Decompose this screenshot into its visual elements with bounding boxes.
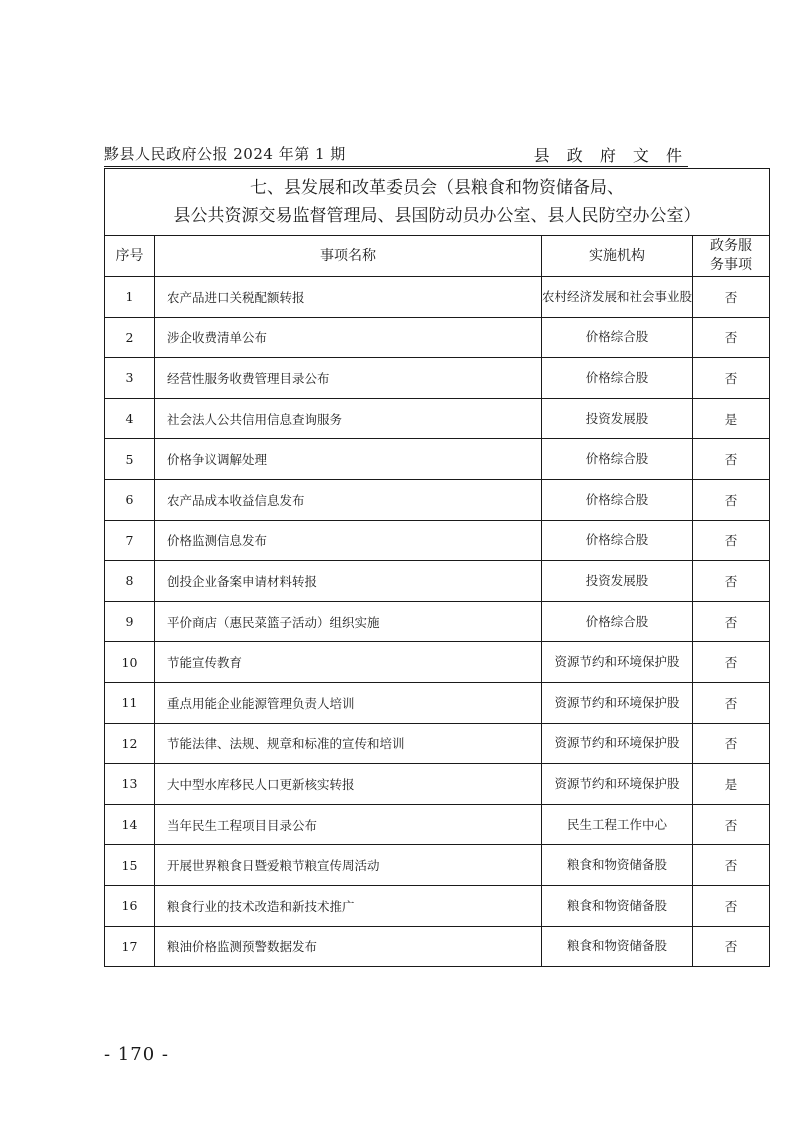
- row-implementing-agency: 农村经济发展和社会事业股: [542, 277, 693, 318]
- row-gov-service-flag: 否: [693, 926, 770, 967]
- row-item-name: 节能宣传教育: [155, 642, 542, 683]
- row-gov-service-flag: 否: [693, 804, 770, 845]
- row-gov-service-flag: 否: [693, 642, 770, 683]
- column-header-gov-service: [693, 236, 770, 277]
- row-implementing-agency: 粮食和物资储备股: [542, 885, 693, 926]
- row-implementing-agency: 价格综合股: [542, 317, 693, 358]
- row-item-name: 重点用能企业能源管理负责人培训: [155, 682, 542, 723]
- table-row: [105, 439, 770, 480]
- row-implementing-agency: 粮食和物资储备股: [542, 845, 693, 886]
- row-item-name: 粮油价格监测预警数据发布: [155, 926, 542, 967]
- row-gov-service-flag: 否: [693, 317, 770, 358]
- row-number: 8: [105, 561, 155, 602]
- row-number: 17: [105, 926, 155, 967]
- row-number: 14: [105, 804, 155, 845]
- table-row: [105, 317, 770, 358]
- row-item-name: 社会法人公共信用信息查询服务: [155, 398, 542, 439]
- row-implementing-agency: 价格综合股: [542, 601, 693, 642]
- row-gov-service-flag: 否: [693, 845, 770, 886]
- row-item-name: 价格监测信息发布: [155, 520, 542, 561]
- row-implementing-agency: 价格综合股: [542, 439, 693, 480]
- table-row: [105, 561, 770, 602]
- gazette-issue-title: 黟县人民政府公报 2024 年第 1 期: [104, 145, 346, 163]
- table-row: [105, 520, 770, 561]
- table-row: [105, 479, 770, 520]
- column-header-gov-service-line-1: 政务服: [710, 238, 752, 254]
- row-item-name: 涉企收费清单公布: [155, 317, 542, 358]
- row-gov-service-flag: 否: [693, 723, 770, 764]
- header-rule: [104, 166, 688, 167]
- row-number: 5: [105, 439, 155, 480]
- row-number: 9: [105, 601, 155, 642]
- row-implementing-agency: 资源节约和环境保护股: [542, 642, 693, 683]
- row-number: 13: [105, 764, 155, 805]
- table-title: [105, 169, 770, 236]
- row-item-name: 价格争议调解处理: [155, 439, 542, 480]
- row-implementing-agency: 价格综合股: [542, 358, 693, 399]
- row-gov-service-flag: 否: [693, 358, 770, 399]
- row-implementing-agency: 民生工程工作中心: [542, 804, 693, 845]
- row-implementing-agency: 资源节约和环境保护股: [542, 682, 693, 723]
- column-header-implementing-agency: 实施机构: [542, 236, 693, 277]
- row-item-name: 大中型水库移民人口更新核实转报: [155, 764, 542, 805]
- table-body: [105, 277, 770, 967]
- row-number: 2: [105, 317, 155, 358]
- row-number: 11: [105, 682, 155, 723]
- table-title-line-2: 县公共资源交易监督管理局、县国防动员办公室、县人民防空办公室）: [173, 206, 701, 226]
- row-gov-service-flag: 否: [693, 439, 770, 480]
- row-number: 7: [105, 520, 155, 561]
- row-gov-service-flag: 是: [693, 764, 770, 805]
- row-gov-service-flag: 否: [693, 682, 770, 723]
- row-item-name: 创投企业备案申请材料转报: [155, 561, 542, 602]
- table-row: [105, 804, 770, 845]
- row-implementing-agency: 资源节约和环境保护股: [542, 764, 693, 805]
- row-gov-service-flag: 是: [693, 398, 770, 439]
- row-number: 4: [105, 398, 155, 439]
- page-number: - 170 -: [104, 1044, 169, 1065]
- row-item-name: 节能法律、法规、规章和标准的宣传和培训: [155, 723, 542, 764]
- row-gov-service-flag: 否: [693, 561, 770, 602]
- table-row: [105, 358, 770, 399]
- table-row: [105, 642, 770, 683]
- table-row: [105, 723, 770, 764]
- row-number: 15: [105, 845, 155, 886]
- row-number: 16: [105, 885, 155, 926]
- running-header: [104, 140, 688, 166]
- table-title-line-1: 七、县发展和改革委员会（县粮食和物资储备局、: [250, 178, 624, 198]
- row-gov-service-flag: 否: [693, 479, 770, 520]
- row-number: 3: [105, 358, 155, 399]
- row-item-name: 经营性服务收费管理目录公布: [155, 358, 542, 399]
- row-implementing-agency: 价格综合股: [542, 520, 693, 561]
- row-item-name: 农产品成本收益信息发布: [155, 479, 542, 520]
- row-number: 1: [105, 277, 155, 318]
- row-item-name: 开展世界粮食日暨爱粮节粮宣传周活动: [155, 845, 542, 886]
- table-row: [105, 845, 770, 886]
- row-gov-service-flag: 否: [693, 277, 770, 318]
- row-implementing-agency: 粮食和物资储备股: [542, 926, 693, 967]
- row-implementing-agency: 投资发展股: [542, 398, 693, 439]
- table-row: [105, 926, 770, 967]
- table-row: [105, 398, 770, 439]
- row-gov-service-flag: 否: [693, 885, 770, 926]
- row-item-name: 当年民生工程项目目录公布: [155, 804, 542, 845]
- column-header-number: 序号: [105, 236, 155, 277]
- row-item-name: 平价商店（惠民菜篮子活动）组织实施: [155, 601, 542, 642]
- row-item-name: 粮食行业的技术改造和新技术推广: [155, 885, 542, 926]
- row-implementing-agency: 投资发展股: [542, 561, 693, 602]
- table-row: [105, 764, 770, 805]
- row-number: 12: [105, 723, 155, 764]
- service-items-table: [104, 168, 770, 967]
- row-implementing-agency: 价格综合股: [542, 479, 693, 520]
- column-header-gov-service-line-2: 务事项: [710, 257, 752, 273]
- row-item-name: 农产品进口关税配额转报: [155, 277, 542, 318]
- service-items-table-container: [104, 168, 769, 967]
- table-row: [105, 601, 770, 642]
- table-row: [105, 682, 770, 723]
- row-gov-service-flag: 否: [693, 520, 770, 561]
- row-number: 10: [105, 642, 155, 683]
- row-number: 6: [105, 479, 155, 520]
- column-header-item-name: 事项名称: [155, 236, 542, 277]
- row-implementing-agency: 资源节约和环境保护股: [542, 723, 693, 764]
- table-row: [105, 277, 770, 318]
- row-gov-service-flag: 否: [693, 601, 770, 642]
- section-label: 县 政 府 文 件: [533, 146, 688, 165]
- table-row: [105, 885, 770, 926]
